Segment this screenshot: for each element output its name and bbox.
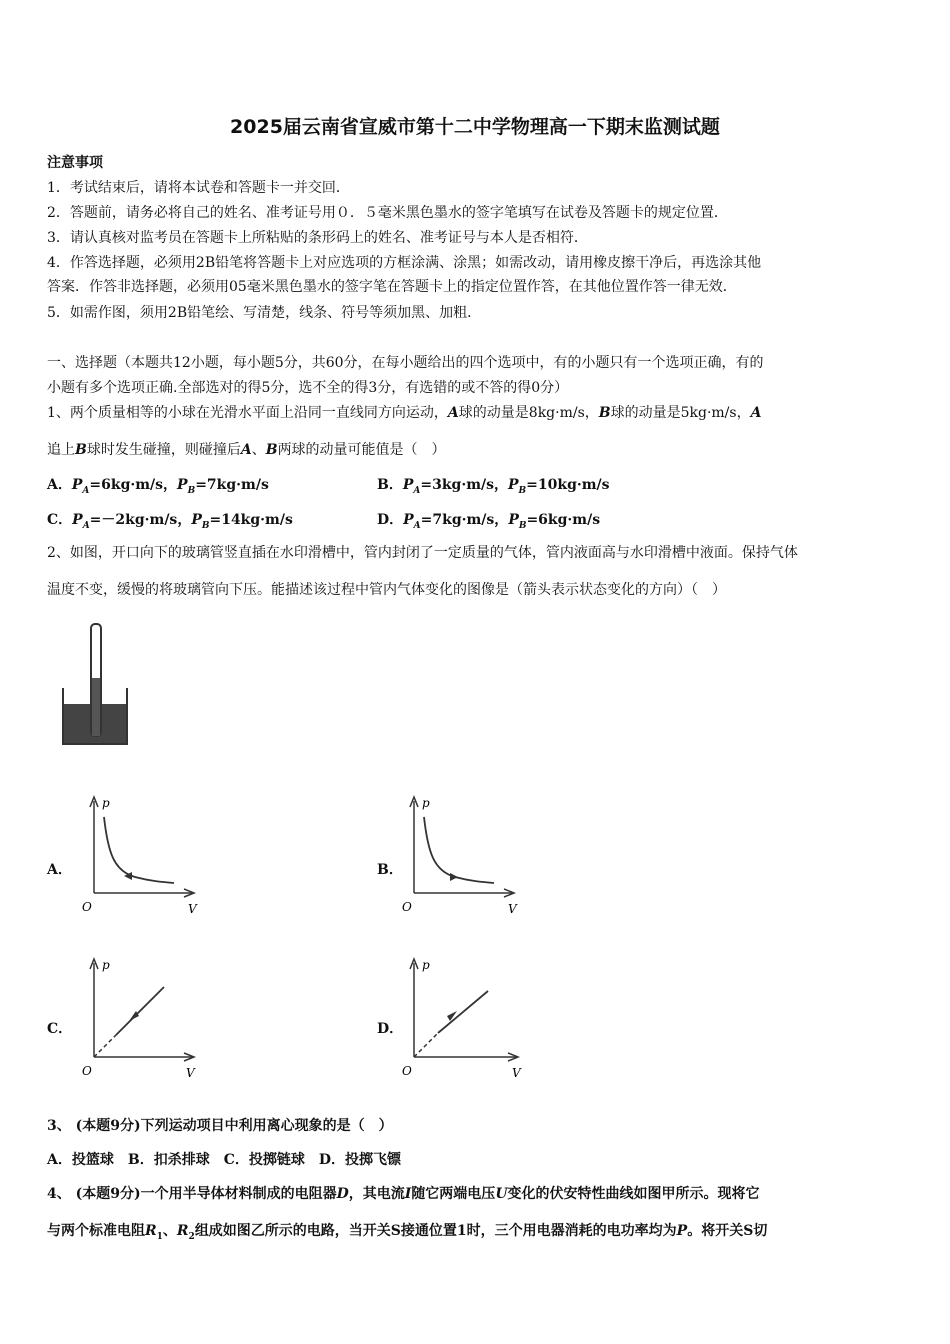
q2-stem: 2、如图，开口向下的玻璃管竖直插在水印滑槽中，管内封闭了一定质量的气体，管内液面高与水印滑槽中液面。保持气体 [47, 545, 798, 561]
q3-stem: 3、 (本题9分)下列运动项目中利用离心现象的是（ ） [47, 1118, 393, 1134]
svg-text:p: p [102, 958, 110, 972]
q2-graph-a[interactable] [80, 793, 210, 923]
q4-stem-cont: 与两个标准电阻$R_1$、$R_2$组成如图乙所示的电路，当开关S接通位置1时，三个用电器消耗的电功率均为P。将开关S切 [47, 1223, 768, 1242]
q2-option-b-label[interactable]: B． [377, 862, 403, 878]
notice-item: 4．作答选择题，必须用2B铅笔将答题卡上对应选项的方框涂满、涂黑；如需改动，请用橡皮擦干净后，再选涂其他 [47, 255, 762, 271]
notice-item: 2．答题前，请务必将自己的姓名、准考证号用０．５毫米黑色墨水的签字笔填写在试卷及答题卡的规定位置． [47, 205, 728, 221]
q1-option-b[interactable]: B．$P_A=3kg\cdot m/s$，$P_B=10kg\cdot m/s$ [377, 477, 610, 496]
svg-text:V: V [188, 902, 197, 916]
q4-stem: 4、 (本题9分)一个用半导体材料制成的电阻器D，其电流I随它两端电压U变化的伏安特性曲线如图甲所示。现将它 [47, 1186, 760, 1202]
q2-option-c-label[interactable]: C． [47, 1021, 73, 1037]
notice-item: 3．请认真核对监考员在答题卡上所粘贴的条形码上的姓名、准考证号与本人是否相符． [47, 230, 588, 246]
svg-text:p: p [422, 958, 430, 972]
notice-item: 答案．作答非选择题，必须用05毫米黑色墨水的签字笔在答题卡上的指定位置作答，在其他位置作答一律无效． [47, 279, 737, 295]
notice-item: 1．考试结束后，请将本试卷和答题卡一并交回． [47, 180, 350, 196]
q3-options[interactable]: A．投篮球 B．扣杀排球 C．投掷链球 D．投掷飞镖 [47, 1152, 401, 1168]
q2-graph-d[interactable] [400, 955, 535, 1085]
q1-stem-cont: 追上B球时发生碰撞，则碰撞后A、B两球的动量可能值是（ ） [47, 442, 446, 458]
svg-text:V: V [508, 902, 517, 916]
notice-item: 5．如需作图，须用2B铅笔绘、写清楚，线条、符号等须加黑、加粗． [47, 305, 482, 321]
q2-option-a-label[interactable]: A． [47, 862, 72, 878]
q2-graph-c[interactable] [80, 955, 210, 1085]
svg-text:p: p [102, 796, 110, 810]
q2-option-d-label[interactable]: D． [377, 1021, 404, 1037]
q1-option-d[interactable]: D．$P_A=7kg\cdot m/s$，$P_B=6kg\cdot m/s$ [377, 512, 601, 531]
q2-graph-b[interactable] [400, 793, 530, 923]
q1-option-a[interactable]: A．$P_A=6kg\cdot m/s$，$P_B=7kg\cdot m/s$ [47, 477, 269, 496]
tube-in-trough-figure [55, 618, 135, 750]
svg-text:O: O [82, 1064, 92, 1078]
q1-stem: 1、两个质量相等的小球在光滑水平面上沿同一直线同方向运动，A球的动量是8kg·m/s，B球的动量是5kg·m/s，A [47, 405, 762, 421]
section-heading-cont: 小题有多个选项正确.全部选对的得5分，选不全的得3分，有选错的或不答的得0分） [47, 380, 569, 396]
svg-text:p: p [422, 796, 430, 810]
q2-stem-cont: 温度不变，缓慢的将玻璃管向下压。能描述该过程中管内气体变化的图像是（箭头表示状态变化的方向）（ ） [47, 582, 726, 598]
arrow-icon [450, 873, 458, 881]
q1-option-c[interactable]: C．$P_A=-2kg\cdot m/s$，$P_B=14kg\cdot m/s$ [47, 512, 293, 531]
section-heading: 一、选择题（本题共12小题，每小题5分，共60分，在每小题给出的四个选项中，有的小题只有一个选项正确，有的 [47, 355, 764, 371]
arrow-icon [447, 1011, 457, 1021]
svg-text:O: O [402, 900, 412, 914]
svg-text:O: O [82, 900, 92, 914]
notice-heading: 注意事项 [47, 155, 103, 171]
svg-text:V: V [186, 1066, 195, 1080]
svg-text:O: O [402, 1064, 412, 1078]
page-title: 2025届云南省宣威市第十二中学物理高一下期末监测试题 [230, 116, 720, 138]
glass-tube [91, 624, 101, 736]
svg-text:V: V [512, 1066, 521, 1080]
